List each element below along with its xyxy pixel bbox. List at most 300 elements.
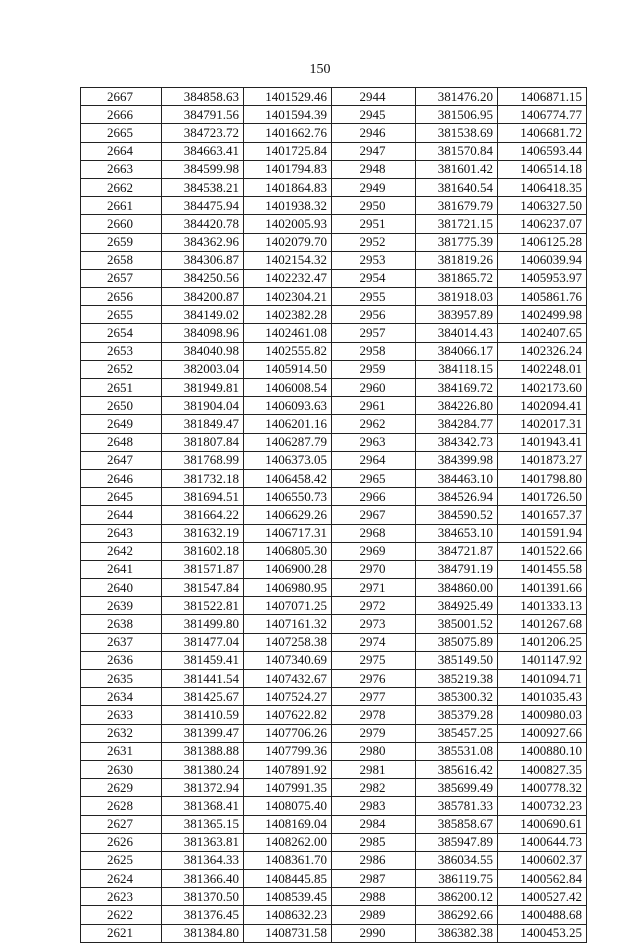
y-coordinate-right: 1401455.58 <box>498 560 587 578</box>
y-coordinate-left: 1406287.79 <box>244 433 332 451</box>
y-coordinate-left: 1401662.76 <box>244 124 332 142</box>
table-row <box>81 779 587 797</box>
point-id-right: 2969 <box>332 542 416 560</box>
x-coordinate-right: 384342.73 <box>416 433 498 451</box>
point-id-right: 2955 <box>332 288 416 306</box>
point-id-right: 2975 <box>332 651 416 669</box>
y-coordinate-right: 1401726.50 <box>498 488 587 506</box>
point-id-left: 2634 <box>81 688 162 706</box>
x-coordinate-right: 385149.50 <box>416 651 498 669</box>
y-coordinate-left: 1406201.16 <box>244 415 332 433</box>
x-coordinate-left: 384306.87 <box>162 251 244 269</box>
x-coordinate-left: 381664.22 <box>162 506 244 524</box>
x-coordinate-left: 381632.19 <box>162 524 244 542</box>
point-id-right: 2959 <box>332 360 416 378</box>
x-coordinate-right: 384014.43 <box>416 324 498 342</box>
y-coordinate-left: 1407891.92 <box>244 760 332 778</box>
y-coordinate-left: 1408262.00 <box>244 833 332 851</box>
y-coordinate-right: 1401094.71 <box>498 670 587 688</box>
point-id-left: 2665 <box>81 124 162 142</box>
point-id-left: 2628 <box>81 797 162 815</box>
point-id-left: 2651 <box>81 379 162 397</box>
x-coordinate-right: 386034.55 <box>416 851 498 869</box>
point-id-left: 2621 <box>81 924 162 942</box>
y-coordinate-left: 1401529.46 <box>244 88 332 106</box>
x-coordinate-right: 385001.52 <box>416 615 498 633</box>
y-coordinate-left: 1408632.23 <box>244 906 332 924</box>
x-coordinate-left: 384250.56 <box>162 269 244 287</box>
x-coordinate-left: 381522.81 <box>162 597 244 615</box>
y-coordinate-right: 1406681.72 <box>498 124 587 142</box>
x-coordinate-left: 384040.98 <box>162 342 244 360</box>
point-id-right: 2978 <box>332 706 416 724</box>
x-coordinate-right: 384526.94 <box>416 488 498 506</box>
y-coordinate-left: 1408075.40 <box>244 797 332 815</box>
point-id-right: 2988 <box>332 888 416 906</box>
y-coordinate-left: 1402461.08 <box>244 324 332 342</box>
x-coordinate-left: 381372.94 <box>162 779 244 797</box>
point-id-right: 2957 <box>332 324 416 342</box>
x-coordinate-left: 381807.84 <box>162 433 244 451</box>
y-coordinate-right: 1405861.76 <box>498 288 587 306</box>
point-id-left: 2654 <box>81 324 162 342</box>
table-row <box>81 797 587 815</box>
point-id-right: 2944 <box>332 88 416 106</box>
point-id-right: 2990 <box>332 924 416 942</box>
y-coordinate-right: 1402407.65 <box>498 324 587 342</box>
y-coordinate-right: 1400880.10 <box>498 742 587 760</box>
table-row <box>81 142 587 160</box>
page-number: 150 <box>309 62 331 77</box>
y-coordinate-left: 1407991.35 <box>244 779 332 797</box>
y-coordinate-right: 1401267.68 <box>498 615 587 633</box>
x-coordinate-right: 385219.38 <box>416 670 498 688</box>
point-id-left: 2627 <box>81 815 162 833</box>
x-coordinate-left: 381459.41 <box>162 651 244 669</box>
table-row <box>81 506 587 524</box>
y-coordinate-left: 1405914.50 <box>244 360 332 378</box>
y-coordinate-left: 1408445.85 <box>244 870 332 888</box>
point-id-right: 2981 <box>332 760 416 778</box>
x-coordinate-left: 384149.02 <box>162 306 244 324</box>
point-id-right: 2984 <box>332 815 416 833</box>
y-coordinate-left: 1406093.63 <box>244 397 332 415</box>
table-row <box>81 851 587 869</box>
y-coordinate-right: 1400527.42 <box>498 888 587 906</box>
x-coordinate-left: 381602.18 <box>162 542 244 560</box>
point-id-right: 2974 <box>332 633 416 651</box>
x-coordinate-left: 381370.50 <box>162 888 244 906</box>
point-id-left: 2643 <box>81 524 162 542</box>
point-id-right: 2967 <box>332 506 416 524</box>
point-id-left: 2666 <box>81 106 162 124</box>
table-row <box>81 742 587 760</box>
point-id-left: 2655 <box>81 306 162 324</box>
point-id-right: 2985 <box>332 833 416 851</box>
y-coordinate-right: 1400644.73 <box>498 833 587 851</box>
x-coordinate-left: 384599.98 <box>162 160 244 178</box>
y-coordinate-right: 1401035.43 <box>498 688 587 706</box>
x-coordinate-left: 384420.78 <box>162 215 244 233</box>
y-coordinate-right: 1401147.92 <box>498 651 587 669</box>
point-id-left: 2646 <box>81 469 162 487</box>
table-row <box>81 251 587 269</box>
y-coordinate-left: 1406980.95 <box>244 579 332 597</box>
x-coordinate-right: 385379.28 <box>416 706 498 724</box>
table-row <box>81 924 587 942</box>
y-coordinate-right: 1401391.66 <box>498 579 587 597</box>
y-coordinate-left: 1407161.32 <box>244 615 332 633</box>
point-id-left: 2645 <box>81 488 162 506</box>
table-row <box>81 488 587 506</box>
table-row <box>81 379 587 397</box>
point-id-right: 2961 <box>332 397 416 415</box>
y-coordinate-right: 1406327.50 <box>498 197 587 215</box>
point-id-left: 2633 <box>81 706 162 724</box>
table-row <box>81 706 587 724</box>
point-id-left: 2652 <box>81 360 162 378</box>
point-id-left: 2657 <box>81 269 162 287</box>
point-id-right: 2945 <box>332 106 416 124</box>
table-row <box>81 615 587 633</box>
y-coordinate-left: 1407340.69 <box>244 651 332 669</box>
x-coordinate-right: 381721.15 <box>416 215 498 233</box>
point-id-right: 2977 <box>332 688 416 706</box>
point-id-left: 2623 <box>81 888 162 906</box>
y-coordinate-right: 1400980.03 <box>498 706 587 724</box>
y-coordinate-left: 1402555.82 <box>244 342 332 360</box>
point-id-right: 2947 <box>332 142 416 160</box>
y-coordinate-right: 1406593.44 <box>498 142 587 160</box>
x-coordinate-left: 381441.54 <box>162 670 244 688</box>
x-coordinate-right: 384463.10 <box>416 469 498 487</box>
y-coordinate-right: 1401333.13 <box>498 597 587 615</box>
y-coordinate-left: 1408361.70 <box>244 851 332 869</box>
point-id-right: 2964 <box>332 451 416 469</box>
x-coordinate-right: 385075.89 <box>416 633 498 651</box>
point-id-right: 2966 <box>332 488 416 506</box>
point-id-right: 2956 <box>332 306 416 324</box>
y-coordinate-left: 1402232.47 <box>244 269 332 287</box>
y-coordinate-left: 1402154.32 <box>244 251 332 269</box>
y-coordinate-right: 1400827.35 <box>498 760 587 778</box>
y-coordinate-left: 1407258.38 <box>244 633 332 651</box>
x-coordinate-left: 384858.63 <box>162 88 244 106</box>
x-coordinate-left: 381904.04 <box>162 397 244 415</box>
x-coordinate-right: 384925.49 <box>416 597 498 615</box>
table-row <box>81 560 587 578</box>
point-id-right: 2979 <box>332 724 416 742</box>
x-coordinate-left: 381425.67 <box>162 688 244 706</box>
point-id-right: 2972 <box>332 597 416 615</box>
point-id-left: 2658 <box>81 251 162 269</box>
x-coordinate-left: 381380.24 <box>162 760 244 778</box>
x-coordinate-right: 386292.66 <box>416 906 498 924</box>
point-id-right: 2989 <box>332 906 416 924</box>
point-id-left: 2659 <box>81 233 162 251</box>
table-row <box>81 197 587 215</box>
point-id-left: 2667 <box>81 88 162 106</box>
x-coordinate-left: 384538.21 <box>162 178 244 196</box>
table-row <box>81 397 587 415</box>
x-coordinate-right: 384169.72 <box>416 379 498 397</box>
table-row <box>81 342 587 360</box>
point-id-right: 2952 <box>332 233 416 251</box>
table-row <box>81 306 587 324</box>
y-coordinate-right: 1402017.31 <box>498 415 587 433</box>
table-row <box>81 233 587 251</box>
y-coordinate-right: 1406774.77 <box>498 106 587 124</box>
point-id-left: 2663 <box>81 160 162 178</box>
x-coordinate-left: 381366.40 <box>162 870 244 888</box>
y-coordinate-left: 1407071.25 <box>244 597 332 615</box>
y-coordinate-right: 1402499.98 <box>498 306 587 324</box>
x-coordinate-right: 384590.52 <box>416 506 498 524</box>
y-coordinate-right: 1405953.97 <box>498 269 587 287</box>
point-id-left: 2638 <box>81 615 162 633</box>
x-coordinate-left: 381694.51 <box>162 488 244 506</box>
y-coordinate-left: 1406805.30 <box>244 542 332 560</box>
point-id-right: 2971 <box>332 579 416 597</box>
y-coordinate-left: 1401794.83 <box>244 160 332 178</box>
x-coordinate-right: 384284.77 <box>416 415 498 433</box>
table-row <box>81 106 587 124</box>
y-coordinate-left: 1402079.70 <box>244 233 332 251</box>
point-id-left: 2622 <box>81 906 162 924</box>
x-coordinate-right: 384791.19 <box>416 560 498 578</box>
x-coordinate-right: 381476.20 <box>416 88 498 106</box>
point-id-left: 2650 <box>81 397 162 415</box>
point-id-right: 2951 <box>332 215 416 233</box>
y-coordinate-left: 1407706.26 <box>244 724 332 742</box>
x-coordinate-left: 381477.04 <box>162 633 244 651</box>
x-coordinate-left: 381732.18 <box>162 469 244 487</box>
x-coordinate-left: 384663.41 <box>162 142 244 160</box>
coordinates-table <box>80 87 587 943</box>
point-id-left: 2660 <box>81 215 162 233</box>
x-coordinate-right: 381819.26 <box>416 251 498 269</box>
point-id-left: 2653 <box>81 342 162 360</box>
table-row <box>81 870 587 888</box>
table-row <box>81 888 587 906</box>
y-coordinate-right: 1400488.68 <box>498 906 587 924</box>
x-coordinate-left: 384791.56 <box>162 106 244 124</box>
point-id-left: 2632 <box>81 724 162 742</box>
x-coordinate-right: 381570.84 <box>416 142 498 160</box>
y-coordinate-left: 1406458.42 <box>244 469 332 487</box>
point-id-right: 2960 <box>332 379 416 397</box>
point-id-left: 2629 <box>81 779 162 797</box>
point-id-left: 2647 <box>81 451 162 469</box>
table-row <box>81 433 587 451</box>
point-id-right: 2953 <box>332 251 416 269</box>
y-coordinate-right: 1406871.15 <box>498 88 587 106</box>
y-coordinate-right: 1402094.41 <box>498 397 587 415</box>
y-coordinate-left: 1402382.28 <box>244 306 332 324</box>
x-coordinate-right: 381601.42 <box>416 160 498 178</box>
x-coordinate-right: 385531.08 <box>416 742 498 760</box>
y-coordinate-left: 1406373.05 <box>244 451 332 469</box>
x-coordinate-right: 381538.69 <box>416 124 498 142</box>
point-id-left: 2649 <box>81 415 162 433</box>
table-row <box>81 670 587 688</box>
point-id-right: 2948 <box>332 160 416 178</box>
x-coordinate-right: 381775.39 <box>416 233 498 251</box>
y-coordinate-right: 1400927.66 <box>498 724 587 742</box>
point-id-left: 2656 <box>81 288 162 306</box>
point-id-right: 2968 <box>332 524 416 542</box>
x-coordinate-right: 384721.87 <box>416 542 498 560</box>
table-row <box>81 906 587 924</box>
x-coordinate-left: 381364.33 <box>162 851 244 869</box>
x-coordinate-right: 385457.25 <box>416 724 498 742</box>
point-id-left: 2626 <box>81 833 162 851</box>
x-coordinate-right: 385300.32 <box>416 688 498 706</box>
table-row <box>81 451 587 469</box>
point-id-left: 2662 <box>81 178 162 196</box>
y-coordinate-right: 1400453.25 <box>498 924 587 942</box>
x-coordinate-right: 381679.79 <box>416 197 498 215</box>
point-id-left: 2644 <box>81 506 162 524</box>
point-id-right: 2949 <box>332 178 416 196</box>
table-row <box>81 88 587 106</box>
y-coordinate-right: 1402248.01 <box>498 360 587 378</box>
y-coordinate-left: 1406008.54 <box>244 379 332 397</box>
y-coordinate-right: 1401873.27 <box>498 451 587 469</box>
y-coordinate-left: 1406717.31 <box>244 524 332 542</box>
x-coordinate-right: 384653.10 <box>416 524 498 542</box>
x-coordinate-right: 385616.42 <box>416 760 498 778</box>
point-id-left: 2664 <box>81 142 162 160</box>
point-id-left: 2625 <box>81 851 162 869</box>
y-coordinate-left: 1407622.82 <box>244 706 332 724</box>
point-id-right: 2954 <box>332 269 416 287</box>
y-coordinate-left: 1406900.28 <box>244 560 332 578</box>
x-coordinate-right: 384399.98 <box>416 451 498 469</box>
y-coordinate-right: 1406237.07 <box>498 215 587 233</box>
table-row <box>81 288 587 306</box>
point-id-right: 2946 <box>332 124 416 142</box>
y-coordinate-right: 1406039.94 <box>498 251 587 269</box>
x-coordinate-right: 385699.49 <box>416 779 498 797</box>
x-coordinate-right: 385947.89 <box>416 833 498 851</box>
x-coordinate-left: 381571.87 <box>162 560 244 578</box>
y-coordinate-right: 1400602.37 <box>498 851 587 869</box>
point-id-left: 2630 <box>81 760 162 778</box>
y-coordinate-left: 1407432.67 <box>244 670 332 688</box>
x-coordinate-right: 381865.72 <box>416 269 498 287</box>
table-row <box>81 688 587 706</box>
table-row <box>81 178 587 196</box>
point-id-right: 2976 <box>332 670 416 688</box>
x-coordinate-right: 384226.80 <box>416 397 498 415</box>
table-row <box>81 633 587 651</box>
point-id-left: 2636 <box>81 651 162 669</box>
y-coordinate-left: 1401938.32 <box>244 197 332 215</box>
y-coordinate-left: 1401864.83 <box>244 178 332 196</box>
point-id-left: 2624 <box>81 870 162 888</box>
point-id-right: 2986 <box>332 851 416 869</box>
table-row <box>81 724 587 742</box>
point-id-right: 2973 <box>332 615 416 633</box>
point-id-left: 2631 <box>81 742 162 760</box>
y-coordinate-left: 1402304.21 <box>244 288 332 306</box>
x-coordinate-right: 381640.54 <box>416 178 498 196</box>
y-coordinate-left: 1406629.26 <box>244 506 332 524</box>
x-coordinate-left: 381384.80 <box>162 924 244 942</box>
x-coordinate-left: 381499.80 <box>162 615 244 633</box>
point-id-left: 2641 <box>81 560 162 578</box>
y-coordinate-right: 1400562.84 <box>498 870 587 888</box>
x-coordinate-right: 386119.75 <box>416 870 498 888</box>
x-coordinate-left: 381849.47 <box>162 415 244 433</box>
table-row <box>81 124 587 142</box>
x-coordinate-left: 384723.72 <box>162 124 244 142</box>
y-coordinate-left: 1407799.36 <box>244 742 332 760</box>
y-coordinate-left: 1406550.73 <box>244 488 332 506</box>
y-coordinate-left: 1407524.27 <box>244 688 332 706</box>
table-row <box>81 651 587 669</box>
point-id-left: 2661 <box>81 197 162 215</box>
x-coordinate-right: 384118.15 <box>416 360 498 378</box>
y-coordinate-right: 1401522.66 <box>498 542 587 560</box>
y-coordinate-right: 1401591.94 <box>498 524 587 542</box>
y-coordinate-left: 1401594.39 <box>244 106 332 124</box>
table-row <box>81 597 587 615</box>
point-id-right: 2983 <box>332 797 416 815</box>
point-id-left: 2648 <box>81 433 162 451</box>
y-coordinate-right: 1401657.37 <box>498 506 587 524</box>
point-id-left: 2640 <box>81 579 162 597</box>
y-coordinate-left: 1408731.58 <box>244 924 332 942</box>
point-id-right: 2980 <box>332 742 416 760</box>
y-coordinate-right: 1402173.60 <box>498 379 587 397</box>
x-coordinate-right: 384860.00 <box>416 579 498 597</box>
point-id-right: 2982 <box>332 779 416 797</box>
table-row <box>81 360 587 378</box>
point-id-right: 2963 <box>332 433 416 451</box>
x-coordinate-right: 381506.95 <box>416 106 498 124</box>
table-row <box>81 815 587 833</box>
y-coordinate-left: 1408169.04 <box>244 815 332 833</box>
table-row <box>81 760 587 778</box>
x-coordinate-left: 381376.45 <box>162 906 244 924</box>
y-coordinate-right: 1400778.32 <box>498 779 587 797</box>
x-coordinate-left: 381547.84 <box>162 579 244 597</box>
y-coordinate-left: 1402005.93 <box>244 215 332 233</box>
point-id-right: 2950 <box>332 197 416 215</box>
point-id-right: 2970 <box>332 560 416 578</box>
table-row <box>81 833 587 851</box>
point-id-right: 2965 <box>332 469 416 487</box>
x-coordinate-right: 386382.38 <box>416 924 498 942</box>
y-coordinate-right: 1401798.80 <box>498 469 587 487</box>
table-row <box>81 542 587 560</box>
table-row <box>81 269 587 287</box>
x-coordinate-left: 382003.04 <box>162 360 244 378</box>
x-coordinate-left: 381363.81 <box>162 833 244 851</box>
x-coordinate-left: 381768.99 <box>162 451 244 469</box>
x-coordinate-left: 381399.47 <box>162 724 244 742</box>
x-coordinate-right: 384066.17 <box>416 342 498 360</box>
y-coordinate-right: 1401206.25 <box>498 633 587 651</box>
x-coordinate-right: 383957.89 <box>416 306 498 324</box>
table-row <box>81 215 587 233</box>
point-id-left: 2637 <box>81 633 162 651</box>
x-coordinate-left: 381388.88 <box>162 742 244 760</box>
point-id-right: 2958 <box>332 342 416 360</box>
y-coordinate-right: 1400690.61 <box>498 815 587 833</box>
